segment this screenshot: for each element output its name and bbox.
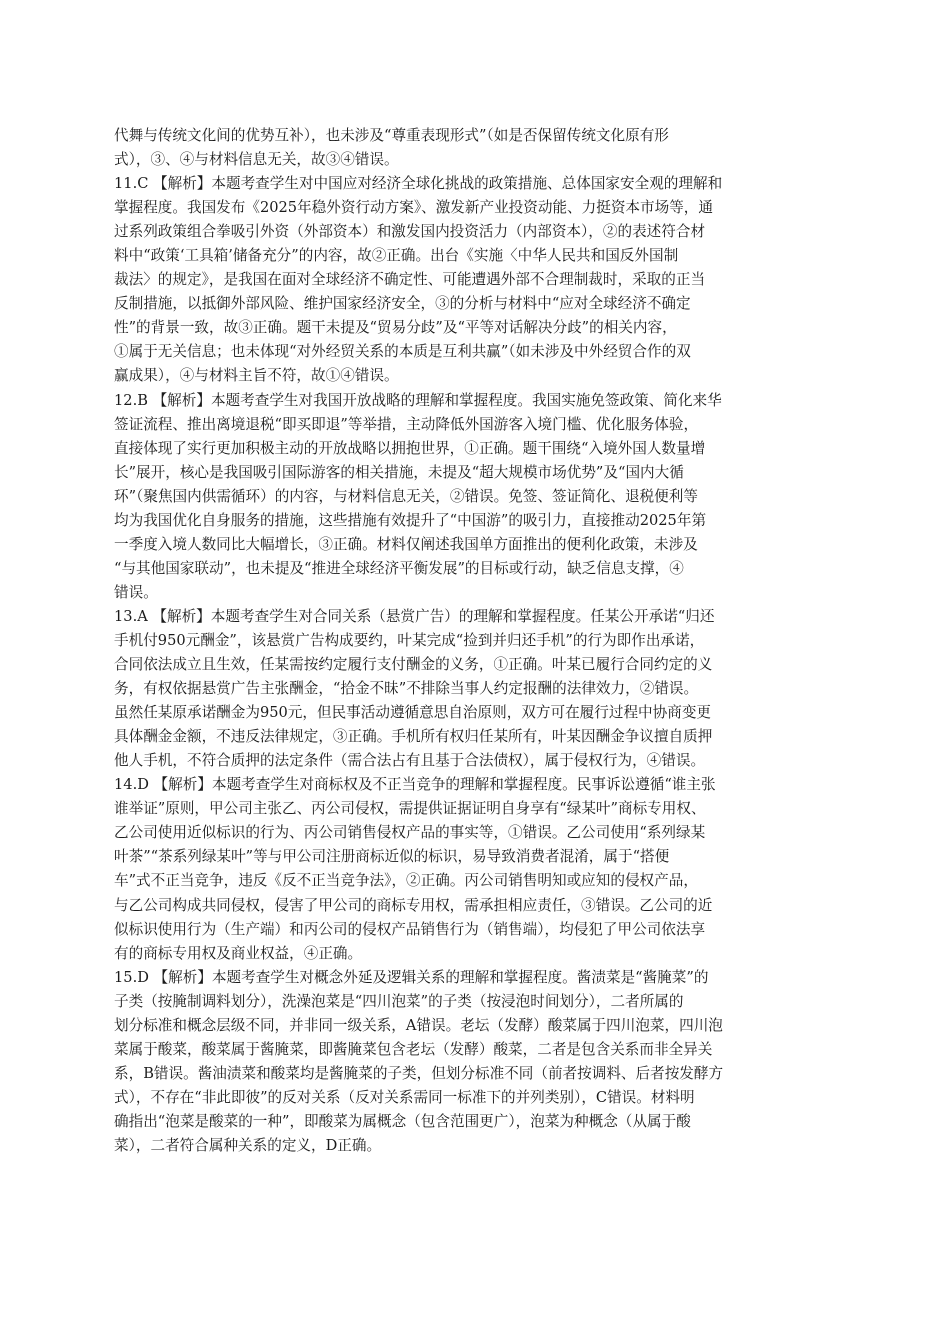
text-line: 料中“政策‘工具箱’储备充分”的内容，故②正确。出台《实施〈中华人民共和国反外国制	[114, 247, 679, 265]
text-line: 合同依法成立且生效，任某需按约定履行支付酬金的义务，①正确。叶某已履行合同约定的义	[114, 656, 713, 674]
text-line: 乙公司使用近似标识的行为、丙公司销售侵权产品的事实等，①错误。乙公司使用“系列绿某	[114, 824, 706, 842]
answer-explanations	[114, 124, 838, 1158]
text-line: 一季度入境人数同比大幅增长，③正确。材料仅阐述我国单方面推出的便利化政策，未涉及	[114, 535, 698, 553]
text-line: 13.A 【解析】本题考查学生对合同关系（悬赏广告）的理解和掌握程度。任某公开承诺“归还	[114, 607, 715, 625]
text-line: 虽然任某原承诺酬金为950元，但民事活动遵循意思自治原则，双方可在履行过程中协商变更	[114, 704, 712, 722]
text-line: 叶茶”“茶系列绿某叶”等与甲公司注册商标近似的标识，易导致消费者混淆，属于“搭便	[114, 848, 670, 866]
text-line: 反制措施，以抵御外部风险、维护国家经济安全，③的分析与材料中“应对全球经济不确定	[114, 295, 691, 313]
text-line: 似标识使用行为（生产端）和丙公司的侵权产品销售行为（销售端），均侵犯了甲公司依法享	[114, 920, 706, 938]
text-line: 错误。	[114, 583, 158, 601]
text-line: 环”（聚焦国内供需循环）的内容，与材料信息无关，②错误。免签、签证简化、退税便利等	[114, 487, 698, 505]
text-line: 谁举证”原则，甲公司主张乙、丙公司侵权，需提供证据证明自身享有“绿某叶”商标专用权、	[114, 800, 706, 818]
text-line: “与其他国家联动”，也未提及“推进全球经济平衡发展”的目标或行动，缺乏信息支撑，④	[114, 559, 684, 577]
text-line: 有的商标专用权及商业权益，④正确。	[114, 944, 363, 962]
text-line: 掌握程度。我国发布《2025年稳外资行动方案》、激发新产业投资动能、力挺资本市场等，通	[114, 199, 713, 217]
text-line: 过系列政策组合拳吸引外资（外部资本）和激发国内投资活力（内部资本），②的表述符合材	[114, 223, 706, 241]
text-line: 子类（按腌制调料划分），洗澡泡菜是“四川泡菜”的子类（按浸泡时间划分），二者所属的	[114, 992, 684, 1010]
text-line: 代舞与传统文化间的优势互补），也未涉及“尊重表现形式”（如是否保留传统文化原有形	[114, 127, 669, 144]
text-line: ①属于无关信息；也未体现“对外经贸关系的本质是互利共赢”（如未涉及中外经贸合作的双	[114, 343, 691, 361]
text-line: 14.D 【解析】本题考查学生对商标权及不正当竞争的理解和掌握程度。民事诉讼遵循“谁主张	[114, 776, 716, 794]
text-line: 均为我国优化自身服务的措施，这些措施有效提升了“中国游”的吸引力，直接推动2025年第	[114, 511, 707, 529]
text-line: 手机付950元酬金”，该悬赏广告构成要约，叶某完成“捡到并归还手机”的行为即作出承诺，	[114, 631, 705, 649]
text-line: 性”的背景一致，故③正确。题干未提及“贸易分歧”及“平等对话解决分歧”的相关内容，	[114, 319, 677, 337]
text-line: 菜属于酸菜，酸菜属于酱腌菜，即酱腌菜包含老坛（发酵）酸菜，二者是包含关系而非全异关	[114, 1040, 713, 1058]
text-line: 划分标准和概念层级不同，并非同一级关系，A错误。老坛（发酵）酸菜属于四川泡菜，四川泡	[114, 1016, 723, 1034]
text-line: 务，有权依据悬赏广告主张酬金，“拾金不昧”不排除当事人约定报酬的法律效力，②错误。	[114, 680, 699, 698]
text-line: 直接体现了实行更加积极主动的开放战略以拥抱世界，①正确。题干围绕“入境外国人数量增	[114, 439, 706, 457]
text-line: 菜），二者符合属种关系的定义，D正确。	[114, 1136, 382, 1154]
text-line: 赢成果），④与材料主旨不符，故①④错误。	[114, 367, 399, 385]
text-line: 式），③、④与材料信息无关，故③④错误。	[114, 151, 399, 169]
text-line: 确指出“泡菜是酸菜的一种”，即酸菜为属概念（包含范围更广），泡菜为种概念（从属于酸	[114, 1112, 691, 1130]
text-line: 12.B 【解析】本题考查学生对我国开放战略的理解和掌握程度。我国实施免签政策、简化来华	[114, 391, 722, 409]
text-line: 15.D 【解析】本题考查学生对概念外延及逻辑关系的理解和掌握程度。酱渍菜是“酱腌菜”的	[114, 968, 709, 986]
text-line: 他人手机，不符合质押的法定条件（需合法占有且基于合法债权），属于侵权行为，④错误。	[114, 752, 706, 770]
text-line: 11.C 【解析】本题考查学生对中国应对经济全球化挑战的政策措施、总体国家安全观的理解和	[114, 175, 723, 193]
text-line: 车”式不正当竞争，违反《反不正当竞争法》，②正确。丙公司销售明知或应知的侵权产品，	[114, 872, 698, 890]
text-line: 裁法〉的规定》，是我国在面对全球经济不确定性、可能遭遇外部不合理制裁时，采取的正当	[114, 271, 706, 289]
text-line: 签证流程、推出离境退税“即买即退”等举措，主动降低外国游客入境门槛、优化服务体验，	[114, 415, 699, 433]
text-line: 具体酬金金额，不违反法律规定，③正确。手机所有权归任某所有，叶某因酬金争议擅自质押	[114, 728, 713, 746]
text-line: 长”展开，核心是我国吸引国际游客的相关措施，未提及“超大规模市场优势”及“国内大循	[114, 463, 684, 481]
text-line: 与乙公司构成共同侵权，侵害了甲公司的商标专用权，需承担相应责任，③错误。乙公司的近	[114, 896, 713, 914]
text-line: 系，B错误。酱油渍菜和酸菜均是酱腌菜的子类，但划分标准不同（前者按调料、后者按发酵方	[114, 1064, 724, 1082]
text-line: 式），不存在“非此即彼”的反对关系（反对关系需同一标准下的并列类别），C错误。材料明	[114, 1088, 695, 1106]
